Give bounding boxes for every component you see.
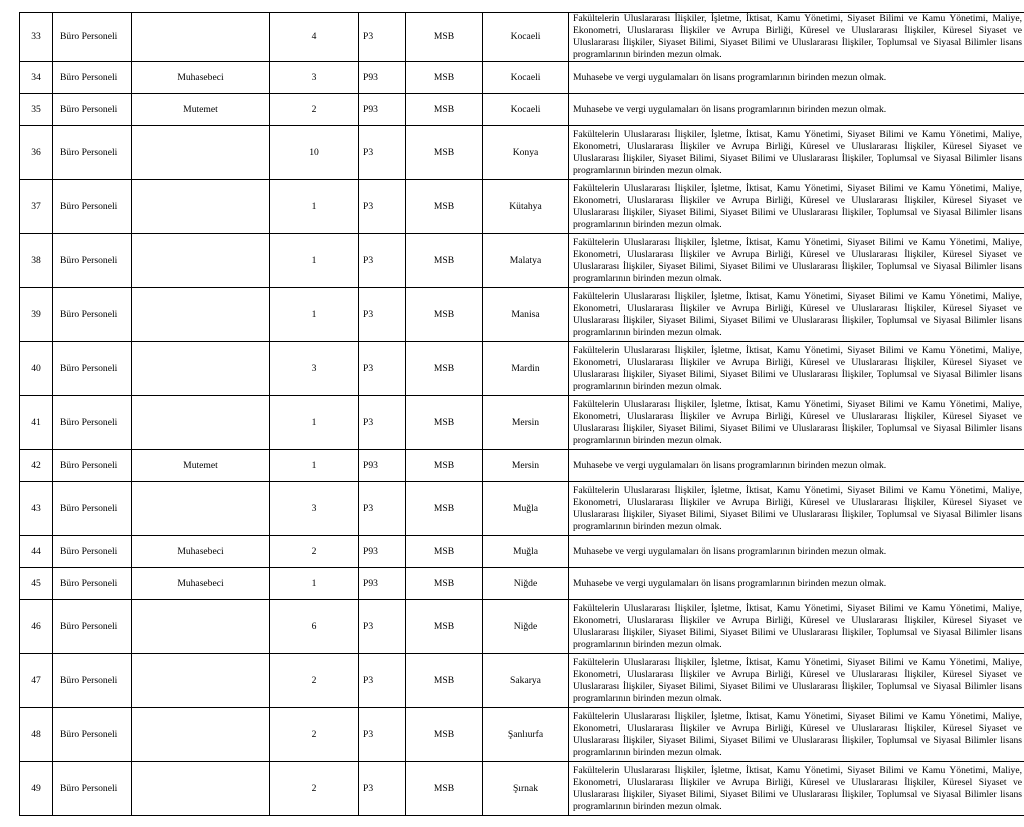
- institution-cell: MSB: [406, 568, 483, 600]
- kpss-code-cell: P93: [359, 450, 406, 482]
- specialty-cell: Muhasebeci: [132, 568, 270, 600]
- position-title-cell: Büro Personeli: [53, 482, 132, 536]
- province-cell: Kocaeli: [483, 62, 569, 94]
- province-cell: Kocaeli: [483, 13, 569, 62]
- specialty-cell: [132, 13, 270, 62]
- specialty-cell: [132, 708, 270, 762]
- province-cell: Şırnak: [483, 762, 569, 816]
- table-row: [20, 654, 1024, 708]
- kpss-code-cell: P93: [359, 536, 406, 568]
- kpss-code-cell: P3: [359, 600, 406, 654]
- requirement-cell: Fakültelerin Uluslararası İlişkiler, İşletme, İktisat, Kamu Yönetimi, Siyaset Bilimi ve Kamu Yönetimi, Maliye, Ekonometri, Uluslararası İlişkiler ve Avrupa Birliği, Küresel ve Uluslararası İlişkiler, Küresel Siyaset ve Uluslararası İlişkiler, Siyaset Bilimi, Siyaset Bilimi ve Uluslararası İlişkiler, Toplumsal ve Siyasal Bilimler lisans programlarının birinden mezun olmak.: [569, 762, 1024, 816]
- province-cell: Muğla: [483, 536, 569, 568]
- kpss-code-cell: P3: [359, 126, 406, 180]
- specialty-cell: [132, 288, 270, 342]
- table-row: [20, 762, 1024, 816]
- position-count-cell: 1: [270, 568, 359, 600]
- requirement-cell: Muhasebe ve vergi uygulamaları ön lisans programlarının birinden mezun olmak.: [569, 450, 1024, 482]
- kpss-code-cell: P3: [359, 180, 406, 234]
- kpss-code-cell: P93: [359, 94, 406, 126]
- row-number-cell: 41: [20, 396, 53, 450]
- specialty-cell: [132, 396, 270, 450]
- requirement-cell: Fakültelerin Uluslararası İlişkiler, İşletme, İktisat, Kamu Yönetimi, Siyaset Bilimi ve Kamu Yönetimi, Maliye, Ekonometri, Uluslararası İlişkiler ve Avrupa Birliği, Küresel ve Uluslararası İlişkiler, Küresel Siyaset ve Uluslararası İlişkiler, Siyaset Bilimi, Siyaset Bilimi ve Uluslararası İlişkiler, Toplumsal ve Siyasal Bilimler lisans programlarının birinden mezun olmak.: [569, 288, 1024, 342]
- kpss-code-cell: P3: [359, 234, 406, 288]
- position-count-cell: 6: [270, 600, 359, 654]
- requirement-cell: Fakültelerin Uluslararası İlişkiler, İşletme, İktisat, Kamu Yönetimi, Siyaset Bilimi ve Kamu Yönetimi, Maliye, Ekonometri, Uluslararası İlişkiler ve Avrupa Birliği, Küresel ve Uluslararası İlişkiler, Küresel Siyaset ve Uluslararası İlişkiler, Siyaset Bilimi, Siyaset Bilimi ve Uluslararası İlişkiler, Toplumsal ve Siyasal Bilimler lisans programlarının birinden mezun olmak.: [569, 708, 1024, 762]
- institution-cell: MSB: [406, 396, 483, 450]
- province-cell: Kocaeli: [483, 94, 569, 126]
- province-cell: Muğla: [483, 482, 569, 536]
- row-number-cell: 45: [20, 568, 53, 600]
- institution-cell: MSB: [406, 654, 483, 708]
- table-row: [20, 482, 1024, 536]
- province-cell: Sakarya: [483, 654, 569, 708]
- province-cell: Konya: [483, 126, 569, 180]
- table-row: [20, 600, 1024, 654]
- position-title-cell: Büro Personeli: [53, 126, 132, 180]
- institution-cell: MSB: [406, 288, 483, 342]
- position-count-cell: 2: [270, 762, 359, 816]
- position-count-cell: 4: [270, 13, 359, 62]
- table-row: [20, 450, 1024, 482]
- institution-cell: MSB: [406, 762, 483, 816]
- province-cell: Manisa: [483, 288, 569, 342]
- table-row: [20, 62, 1024, 94]
- row-number-cell: 39: [20, 288, 53, 342]
- table-row: [20, 126, 1024, 180]
- position-count-cell: 3: [270, 342, 359, 396]
- specialty-cell: [132, 600, 270, 654]
- kpss-code-cell: P93: [359, 568, 406, 600]
- position-count-cell: 3: [270, 62, 359, 94]
- specialty-cell: [132, 482, 270, 536]
- kpss-code-cell: P3: [359, 396, 406, 450]
- province-cell: Niğde: [483, 600, 569, 654]
- position-count-cell: 1: [270, 396, 359, 450]
- requirement-cell: Fakültelerin Uluslararası İlişkiler, İşletme, İktisat, Kamu Yönetimi, Siyaset Bilimi ve Kamu Yönetimi, Maliye, Ekonometri, Uluslararası İlişkiler ve Avrupa Birliği, Küresel ve Uluslararası İlişkiler, Küresel Siyaset ve Uluslararası İlişkiler, Siyaset Bilimi, Siyaset Bilimi ve Uluslararası İlişkiler, Toplumsal ve Siyasal Bilimler lisans programlarının birinden mezun olmak.: [569, 654, 1024, 708]
- province-cell: Mersin: [483, 396, 569, 450]
- kpss-code-cell: P3: [359, 288, 406, 342]
- table-row: [20, 180, 1024, 234]
- requirement-cell: Muhasebe ve vergi uygulamaları ön lisans programlarının birinden mezun olmak.: [569, 94, 1024, 126]
- position-title-cell: Büro Personeli: [53, 288, 132, 342]
- table-row: [20, 568, 1024, 600]
- position-title-cell: Büro Personeli: [53, 708, 132, 762]
- row-number-cell: 46: [20, 600, 53, 654]
- requirement-cell: Muhasebe ve vergi uygulamaları ön lisans programlarının birinden mezun olmak.: [569, 62, 1024, 94]
- row-number-cell: 42: [20, 450, 53, 482]
- institution-cell: MSB: [406, 482, 483, 536]
- institution-cell: MSB: [406, 94, 483, 126]
- specialty-cell: Mutemet: [132, 450, 270, 482]
- position-title-cell: Büro Personeli: [53, 180, 132, 234]
- position-count-cell: 2: [270, 94, 359, 126]
- position-title-cell: Büro Personeli: [53, 600, 132, 654]
- requirement-cell: Fakültelerin Uluslararası İlişkiler, İşletme, İktisat, Kamu Yönetimi, Siyaset Bilimi ve Kamu Yönetimi, Maliye, Ekonometri, Uluslararası İlişkiler ve Avrupa Birliği, Küresel ve Uluslararası İlişkiler, Küresel Siyaset ve Uluslararası İlişkiler, Siyaset Bilimi, Siyaset Bilimi ve Uluslararası İlişkiler, Toplumsal ve Siyasal Bilimler lisans programlarının birinden mezun olmak.: [569, 396, 1024, 450]
- position-count-cell: 1: [270, 234, 359, 288]
- positions-table: [19, 12, 1024, 816]
- table-row: [20, 234, 1024, 288]
- position-title-cell: Büro Personeli: [53, 13, 132, 62]
- position-title-cell: Büro Personeli: [53, 62, 132, 94]
- row-number-cell: 40: [20, 342, 53, 396]
- position-title-cell: Büro Personeli: [53, 450, 132, 482]
- institution-cell: MSB: [406, 708, 483, 762]
- row-number-cell: 35: [20, 94, 53, 126]
- institution-cell: MSB: [406, 342, 483, 396]
- position-count-cell: 10: [270, 126, 359, 180]
- specialty-cell: [132, 342, 270, 396]
- province-cell: Niğde: [483, 568, 569, 600]
- row-number-cell: 49: [20, 762, 53, 816]
- specialty-cell: [132, 126, 270, 180]
- specialty-cell: [132, 762, 270, 816]
- position-title-cell: Büro Personeli: [53, 654, 132, 708]
- row-number-cell: 36: [20, 126, 53, 180]
- position-title-cell: Büro Personeli: [53, 536, 132, 568]
- requirement-cell: Fakültelerin Uluslararası İlişkiler, İşletme, İktisat, Kamu Yönetimi, Siyaset Bilimi ve Kamu Yönetimi, Maliye, Ekonometri, Uluslararası İlişkiler ve Avrupa Birliği, Küresel ve Uluslararası İlişkiler, Küresel Siyaset ve Uluslararası İlişkiler, Siyaset Bilimi, Siyaset Bilimi ve Uluslararası İlişkiler, Toplumsal ve Siyasal Bilimler lisans programlarının birinden mezun olmak.: [569, 126, 1024, 180]
- row-number-cell: 47: [20, 654, 53, 708]
- kpss-code-cell: P3: [359, 13, 406, 62]
- specialty-cell: [132, 654, 270, 708]
- requirement-cell: Fakültelerin Uluslararası İlişkiler, İşletme, İktisat, Kamu Yönetimi, Siyaset Bilimi ve Kamu Yönetimi, Maliye, Ekonometri, Uluslararası İlişkiler ve Avrupa Birliği, Küresel ve Uluslararası İlişkiler, Küresel Siyaset ve Uluslararası İlişkiler, Siyaset Bilimi, Siyaset Bilimi ve Uluslararası İlişkiler, Toplumsal ve Siyasal Bilimler lisans programlarının birinden mezun olmak.: [569, 342, 1024, 396]
- position-title-cell: Büro Personeli: [53, 234, 132, 288]
- table-body: [20, 13, 1024, 816]
- kpss-code-cell: P3: [359, 342, 406, 396]
- institution-cell: MSB: [406, 536, 483, 568]
- position-title-cell: Büro Personeli: [53, 342, 132, 396]
- table-row: [20, 94, 1024, 126]
- position-title-cell: Büro Personeli: [53, 94, 132, 126]
- requirement-cell: Fakültelerin Uluslararası İlişkiler, İşletme, İktisat, Kamu Yönetimi, Siyaset Bilimi ve Kamu Yönetimi, Maliye, Ekonometri, Uluslararası İlişkiler ve Avrupa Birliği, Küresel ve Uluslararası İlişkiler, Küresel Siyaset ve Uluslararası İlişkiler, Siyaset Bilimi, Siyaset Bilimi ve Uluslararası İlişkiler, Toplumsal ve Siyasal Bilimler lisans programlarının birinden mezun olmak.: [569, 13, 1024, 62]
- position-count-cell: 2: [270, 536, 359, 568]
- institution-cell: MSB: [406, 180, 483, 234]
- kpss-code-cell: P3: [359, 482, 406, 536]
- requirement-cell: Muhasebe ve vergi uygulamaları ön lisans programlarının birinden mezun olmak.: [569, 536, 1024, 568]
- position-count-cell: 3: [270, 482, 359, 536]
- requirement-cell: Fakültelerin Uluslararası İlişkiler, İşletme, İktisat, Kamu Yönetimi, Siyaset Bilimi ve Kamu Yönetimi, Maliye, Ekonometri, Uluslararası İlişkiler ve Avrupa Birliği, Küresel ve Uluslararası İlişkiler, Küresel Siyaset ve Uluslararası İlişkiler, Siyaset Bilimi, Siyaset Bilimi ve Uluslararası İlişkiler, Toplumsal ve Siyasal Bilimler lisans programlarının birinden mezun olmak.: [569, 600, 1024, 654]
- province-cell: Kütahya: [483, 180, 569, 234]
- table-row: [20, 13, 1024, 62]
- row-number-cell: 48: [20, 708, 53, 762]
- requirement-cell: Fakültelerin Uluslararası İlişkiler, İşletme, İktisat, Kamu Yönetimi, Siyaset Bilimi ve Kamu Yönetimi, Maliye, Ekonometri, Uluslararası İlişkiler ve Avrupa Birliği, Küresel ve Uluslararası İlişkiler, Küresel Siyaset ve Uluslararası İlişkiler, Siyaset Bilimi, Siyaset Bilimi ve Uluslararası İlişkiler, Toplumsal ve Siyasal Bilimler lisans programlarının birinden mezun olmak.: [569, 180, 1024, 234]
- institution-cell: MSB: [406, 126, 483, 180]
- position-count-cell: 1: [270, 180, 359, 234]
- row-number-cell: 34: [20, 62, 53, 94]
- specialty-cell: [132, 180, 270, 234]
- requirement-cell: Muhasebe ve vergi uygulamaları ön lisans programlarının birinden mezun olmak.: [569, 568, 1024, 600]
- position-title-cell: Büro Personeli: [53, 568, 132, 600]
- table-row: [20, 536, 1024, 568]
- table-row: [20, 342, 1024, 396]
- table-row: [20, 396, 1024, 450]
- position-count-cell: 1: [270, 450, 359, 482]
- position-title-cell: Büro Personeli: [53, 762, 132, 816]
- position-count-cell: 2: [270, 708, 359, 762]
- position-count-cell: 1: [270, 288, 359, 342]
- row-number-cell: 38: [20, 234, 53, 288]
- institution-cell: MSB: [406, 600, 483, 654]
- institution-cell: MSB: [406, 234, 483, 288]
- institution-cell: MSB: [406, 450, 483, 482]
- kpss-code-cell: P93: [359, 62, 406, 94]
- kpss-code-cell: P3: [359, 708, 406, 762]
- requirement-cell: Fakültelerin Uluslararası İlişkiler, İşletme, İktisat, Kamu Yönetimi, Siyaset Bilimi ve Kamu Yönetimi, Maliye, Ekonometri, Uluslararası İlişkiler ve Avrupa Birliği, Küresel ve Uluslararası İlişkiler, Küresel Siyaset ve Uluslararası İlişkiler, Siyaset Bilimi, Siyaset Bilimi ve Uluslararası İlişkiler, Toplumsal ve Siyasal Bilimler lisans programlarının birinden mezun olmak.: [569, 482, 1024, 536]
- position-count-cell: 2: [270, 654, 359, 708]
- province-cell: Malatya: [483, 234, 569, 288]
- institution-cell: MSB: [406, 62, 483, 94]
- kpss-code-cell: P3: [359, 654, 406, 708]
- province-cell: Şanlıurfa: [483, 708, 569, 762]
- row-number-cell: 43: [20, 482, 53, 536]
- row-number-cell: 44: [20, 536, 53, 568]
- requirement-cell: Fakültelerin Uluslararası İlişkiler, İşletme, İktisat, Kamu Yönetimi, Siyaset Bilimi ve Kamu Yönetimi, Maliye, Ekonometri, Uluslararası İlişkiler ve Avrupa Birliği, Küresel ve Uluslararası İlişkiler, Küresel Siyaset ve Uluslararası İlişkiler, Siyaset Bilimi, Siyaset Bilimi ve Uluslararası İlişkiler, Toplumsal ve Siyasal Bilimler lisans programlarının birinden mezun olmak.: [569, 234, 1024, 288]
- specialty-cell: Muhasebeci: [132, 62, 270, 94]
- table-row: [20, 708, 1024, 762]
- position-title-cell: Büro Personeli: [53, 396, 132, 450]
- specialty-cell: [132, 234, 270, 288]
- specialty-cell: Muhasebeci: [132, 536, 270, 568]
- province-cell: Mardin: [483, 342, 569, 396]
- row-number-cell: 37: [20, 180, 53, 234]
- kpss-code-cell: P3: [359, 762, 406, 816]
- specialty-cell: Mutemet: [132, 94, 270, 126]
- row-number-cell: 33: [20, 13, 53, 62]
- table-row: [20, 288, 1024, 342]
- institution-cell: MSB: [406, 13, 483, 62]
- province-cell: Mersin: [483, 450, 569, 482]
